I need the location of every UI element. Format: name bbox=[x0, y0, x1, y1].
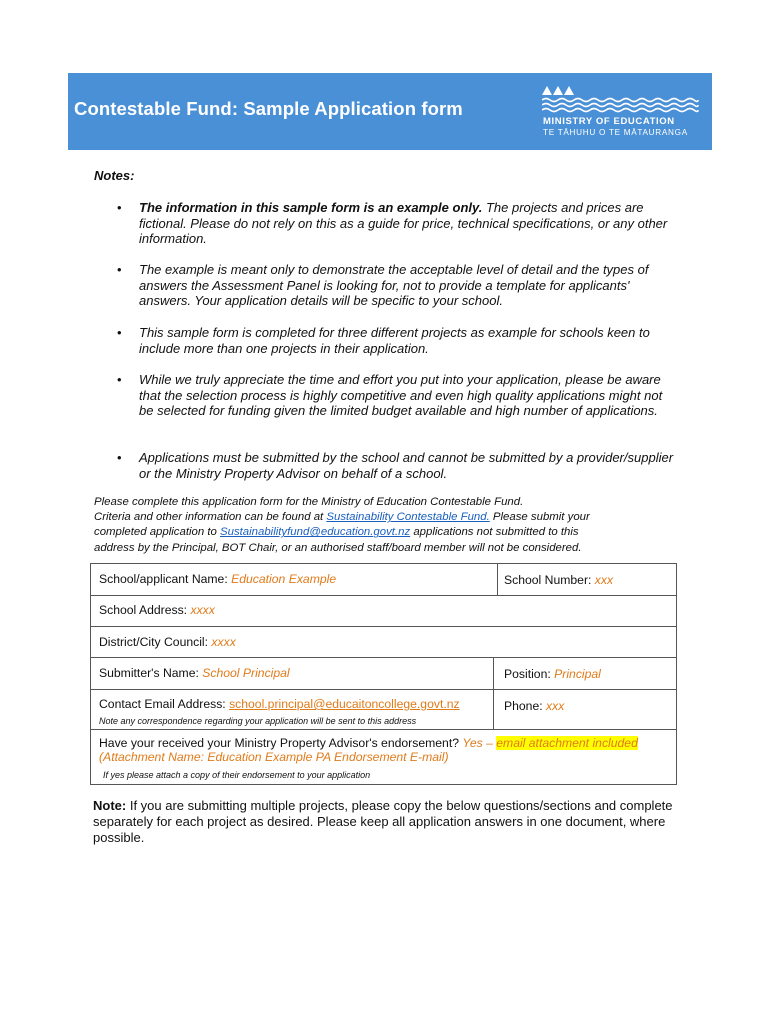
address-value: xxxx bbox=[190, 603, 215, 617]
notes-bullet-3 bbox=[139, 325, 679, 356]
endorsement-cell[interactable] bbox=[91, 730, 676, 784]
application-form-table bbox=[90, 563, 677, 785]
instructions-line-2 bbox=[94, 510, 684, 525]
submitter-cell[interactable] bbox=[91, 658, 493, 689]
bottom-note-bold: Note: bbox=[93, 798, 127, 813]
email-cell[interactable] bbox=[91, 690, 493, 729]
address-label: School Address: bbox=[99, 603, 191, 617]
instructions-line-3-pre: completed application to bbox=[94, 526, 221, 539]
phone-value: xxx bbox=[546, 699, 565, 713]
page-title: Contestable Fund: Sample Application form bbox=[74, 98, 463, 119]
instructions-line-2-post: Please submit your bbox=[489, 511, 590, 524]
endorsement-highlight: email attachment included bbox=[496, 736, 638, 750]
notes-bullet-3-text: This sample form is completed for three different projects as example for schools keen to include more than one projects in their application. bbox=[139, 325, 650, 356]
form-row-endorsement[interactable] bbox=[91, 730, 676, 784]
council-value: xxxx bbox=[211, 635, 236, 649]
form-row-council[interactable] bbox=[91, 627, 676, 658]
instructions-line-3 bbox=[94, 525, 684, 540]
school-name-label: School/applicant Name: bbox=[99, 572, 232, 586]
form-row-address[interactable] bbox=[91, 596, 676, 627]
notes-bullet-2-text: The example is meant only to demonstrate the acceptable level of detail and the types of answers the Assessment Panel is looking for, not to provide a template for applicants' answers. Your application details will be specific to your school. bbox=[139, 262, 649, 309]
council-label: District/City Council: bbox=[99, 635, 212, 649]
notes-bullet-2 bbox=[139, 262, 679, 309]
logo-text-english: MINISTRY OF EDUCATION bbox=[543, 116, 675, 127]
notes-bullet-4-text: While we truly appreciate the time and effort you put into your application, please be aware that the selection process is highly competitive and even high quality applications might not be selected for funding given the limited budget available and high number of applications. bbox=[139, 372, 663, 419]
school-name-cell[interactable] bbox=[91, 564, 497, 595]
school-number-cell[interactable] bbox=[497, 564, 676, 595]
bottom-note-text: If you are submitting multiple projects, please copy the below questions/sections and complete separately for each project as desired. Please keep all application answers in one document, where possible. bbox=[93, 798, 673, 845]
endorsement-label: Have your received your Ministry Property Advisor's endorsement? bbox=[99, 736, 463, 750]
ministry-logo bbox=[542, 83, 706, 143]
form-row-submitter bbox=[91, 658, 676, 690]
notes-heading: Notes: bbox=[94, 168, 135, 183]
ministry-logo-icon bbox=[542, 83, 706, 115]
notes-bullet-5 bbox=[139, 450, 679, 481]
instructions-line-2-pre: Criteria and other information can be found at bbox=[94, 511, 327, 524]
position-label: Position: bbox=[504, 667, 555, 681]
instructions-line-1: Please complete this application form for the Ministry of Education Contestable Fund. bbox=[94, 496, 524, 508]
submitter-value: School Principal bbox=[202, 666, 290, 680]
notes-bullet-1-text: The projects and prices are fictional. Please do not rely on this as a guide for price, technical specifications, or any other information. bbox=[139, 200, 668, 247]
sustainability-email-link[interactable]: Sustainabilityfund@education.govt.nz bbox=[220, 526, 411, 539]
phone-cell[interactable] bbox=[493, 690, 676, 729]
school-name-value: Education Example bbox=[231, 572, 337, 586]
endorsement-attachment: (Attachment Name: Education Example PA Endorsement E-mail) bbox=[99, 750, 449, 764]
council-cell[interactable] bbox=[91, 627, 676, 657]
school-number-value: xxx bbox=[594, 573, 614, 587]
submitter-label: Submitter's Name: bbox=[99, 666, 203, 680]
position-value: Principal bbox=[554, 667, 601, 681]
instructions-line-4: address by the Principal, BOT Chair, or an authorised staff/board member will not be considered. bbox=[94, 541, 582, 554]
endorsement-note: If yes please attach a copy of their endorsement to your application bbox=[103, 770, 371, 780]
notes-bullet-5-text: Applications must be submitted by the school and cannot be submitted by a provider/supplier or the Ministry Property Advisor on behalf of a school. bbox=[139, 450, 674, 481]
school-number-label: School Number: bbox=[504, 573, 595, 587]
instructions bbox=[94, 495, 684, 556]
endorsement-value: Yes – bbox=[462, 736, 497, 750]
notes-bullet-1-bold: The information in this sample form is an example only. bbox=[139, 200, 483, 215]
phone-label: Phone: bbox=[504, 699, 547, 713]
contestable-fund-link[interactable]: Sustainability Contestable Fund. bbox=[326, 511, 490, 524]
logo-text-maori: TE TĀHUHU O TE MĀTAURANGA bbox=[543, 128, 688, 137]
email-note: Note any correspondence regarding your application will be sent to this address bbox=[99, 716, 417, 726]
form-row-contact bbox=[91, 690, 676, 730]
address-cell[interactable] bbox=[91, 596, 676, 626]
bottom-note bbox=[93, 798, 683, 846]
notes-bullet-4 bbox=[139, 372, 679, 419]
instructions-line-3-post: applications not submitted to this bbox=[410, 526, 579, 539]
position-cell[interactable] bbox=[493, 658, 676, 689]
form-row-school-name bbox=[91, 564, 676, 596]
email-value[interactable]: school.principal@educaitoncollege.govt.nz bbox=[229, 697, 460, 711]
header-banner bbox=[68, 73, 712, 150]
email-label: Contact Email Address: bbox=[99, 697, 230, 711]
notes-bullet-1 bbox=[139, 200, 679, 247]
